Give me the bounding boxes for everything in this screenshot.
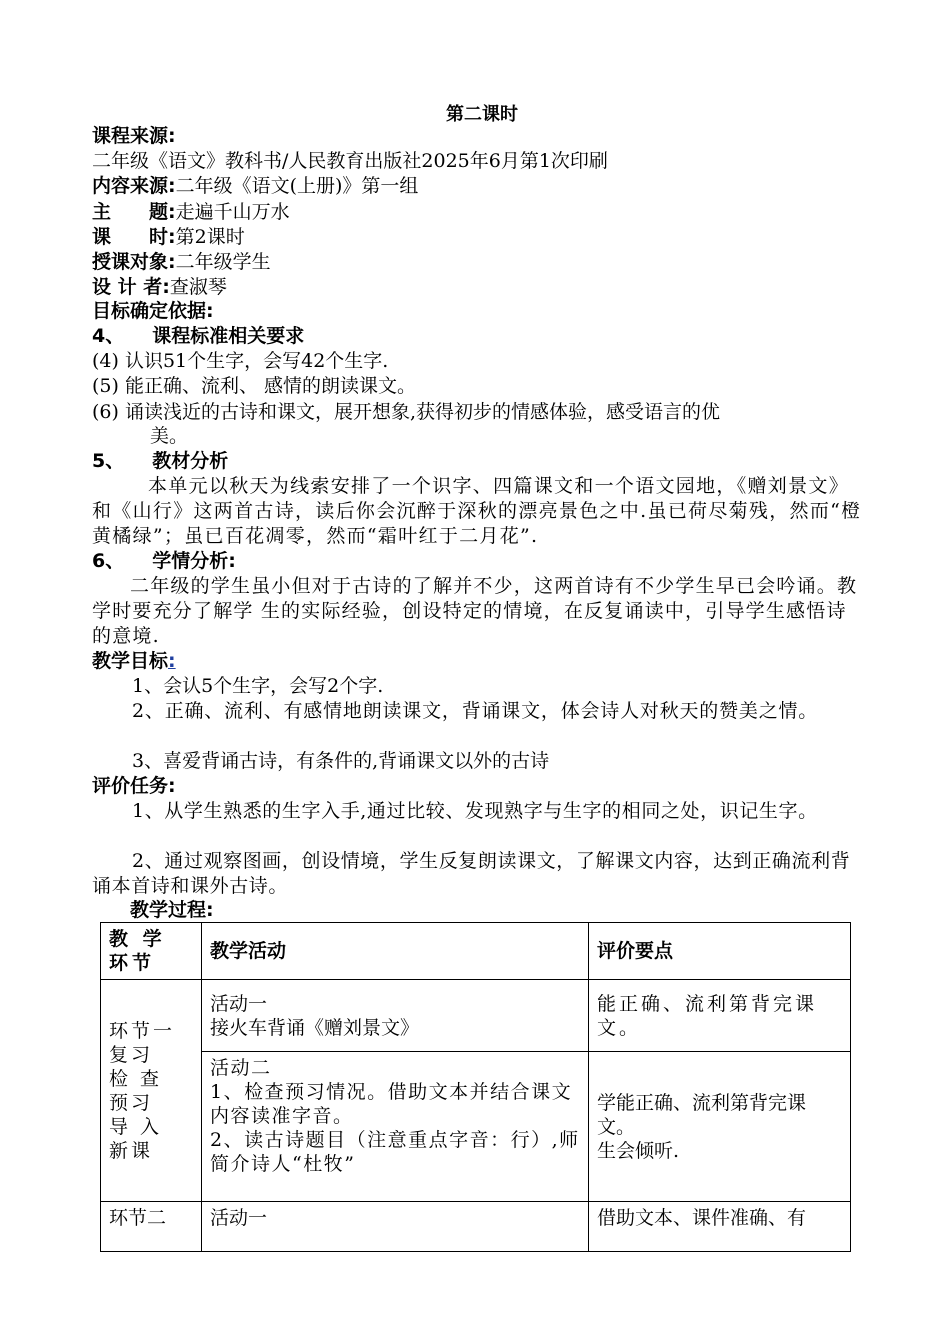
- section-6-number: 6、: [92, 550, 125, 572]
- section-4-heading: [92, 324, 304, 349]
- header-activity: 教学活动: [202, 923, 589, 980]
- section-5-heading: [92, 449, 228, 474]
- basis-label: 目标确定依据:: [92, 300, 214, 322]
- learner-analysis: 二年级的学生虽小但对于古诗的了解并不少，这两首诗有不少学生早已会吟诵。教学时要充分了解学 生的实际经验，创设特定的情境，在反复诵读中，引导学生感悟诗的意境.: [92, 575, 858, 647]
- section-5-title: 教材分析: [152, 450, 229, 472]
- requirement-1: (4) 认识51个生字，会写42个生字.: [92, 350, 389, 372]
- section-4-number: 4、: [92, 325, 125, 347]
- content-text: 二年级《语文(上册)》第一组: [175, 175, 419, 197]
- section-4-title: 课程标准相关要求: [152, 325, 305, 347]
- table-header-row: [101, 923, 851, 980]
- period-row: [92, 225, 245, 250]
- section-5-number: 5、: [92, 450, 125, 472]
- period-label: 课 时:: [92, 226, 176, 248]
- eval-task-1: 1、从学生熟悉的生字入手,通过比较、发现熟字与生字的相同之处，识记生字。: [132, 800, 818, 822]
- audience-text: 二年级学生: [175, 251, 271, 273]
- period-text: 第2课时: [175, 226, 245, 248]
- audience-label: 授课对象:: [92, 251, 176, 273]
- stage-2-cell: 环节二: [101, 1202, 202, 1252]
- process-table: [100, 922, 851, 1252]
- eval-label: 评价任务:: [92, 775, 176, 797]
- audience-row: [92, 250, 271, 275]
- header-evaluation: 评价要点: [589, 923, 851, 980]
- material-analysis: 本单元以秋天为线索安排了一个识字、四篇课文和一个语文园地，《赠刘景文》和《山行》这两首古诗，读后你会沉醉于深秋的漂亮景色之中.虽已荷尽菊残，然而“橙黄橘绿”；虽已百花凋零，然而“霜叶红于二月花”.: [92, 475, 862, 547]
- process-label: 教学过程:: [130, 899, 214, 921]
- theme-text: 走遍千山万水: [175, 201, 290, 223]
- table-row: [101, 980, 851, 1052]
- activity-cell: 活动一: [202, 1202, 589, 1252]
- section-6-heading: [92, 549, 236, 574]
- source-label: 课程来源:: [92, 125, 176, 147]
- evaluation-cell: 学能正确、流利第背完课文。 生会倾听.: [589, 1052, 851, 1202]
- goal-1: 1、会认5个生字，会写2个字.: [132, 675, 384, 697]
- content-row: [92, 174, 418, 199]
- table-row: [101, 1052, 851, 1202]
- table-row: [101, 1202, 851, 1252]
- designer-text: 查淑琴: [169, 276, 227, 298]
- goal-3: 3、喜爱背诵古诗，有条件的,背诵课文以外的古诗: [132, 750, 550, 772]
- requirement-3a: (6) 诵读浅近的古诗和课文，展开想象,获得初步的情感体验，感受语言的优: [92, 401, 720, 423]
- page-title: 第二课时: [446, 104, 518, 125]
- goals-heading: [92, 649, 176, 674]
- eval-task-2: 2、通过观察图画，创设情境，学生反复朗读课文，了解课文内容，达到正确流利背诵本首诗和课外古诗。: [92, 850, 851, 897]
- section-6-title: 学情分析:: [152, 550, 236, 572]
- theme-label: 主 题:: [92, 201, 176, 223]
- activity-cell: 活动二 1、检查预习情况。借助文本并结合课文内容读准字音。 2、读古诗题目（注意重点字音：行）,师简介诗人“杜牧”: [202, 1052, 589, 1202]
- goals-label: 教学目标: [92, 650, 169, 672]
- designer-row: [92, 275, 227, 300]
- stage-1-cell: 环节一 复习 检 查 预习 导 入 新课: [101, 980, 202, 1202]
- goals-colon-link[interactable]: :: [168, 650, 176, 672]
- theme-row: [92, 200, 290, 225]
- requirement-3b: 美。: [150, 425, 189, 447]
- content-label: 内容来源:: [92, 175, 176, 197]
- goal-2: 2、正确、流利、有感情地朗读课文，背诵课文，体会诗人对秋天的赞美之情。: [132, 700, 819, 722]
- source-text: 二年级《语文》教科书/人民教育出版社2025年6月第1次印刷: [92, 150, 608, 172]
- header-stage: 教 学 环节: [101, 923, 202, 980]
- designer-label: 设 计 者:: [92, 276, 170, 298]
- evaluation-cell: 能正确、流利第背完课文。: [589, 980, 851, 1052]
- evaluation-cell: 借助文本、课件准确、有: [589, 1202, 851, 1252]
- activity-cell: 活动一 接火车背诵《赠刘景文》: [202, 980, 589, 1052]
- requirement-2: (5) 能正确、流利、 感情的朗读课文。: [92, 375, 416, 397]
